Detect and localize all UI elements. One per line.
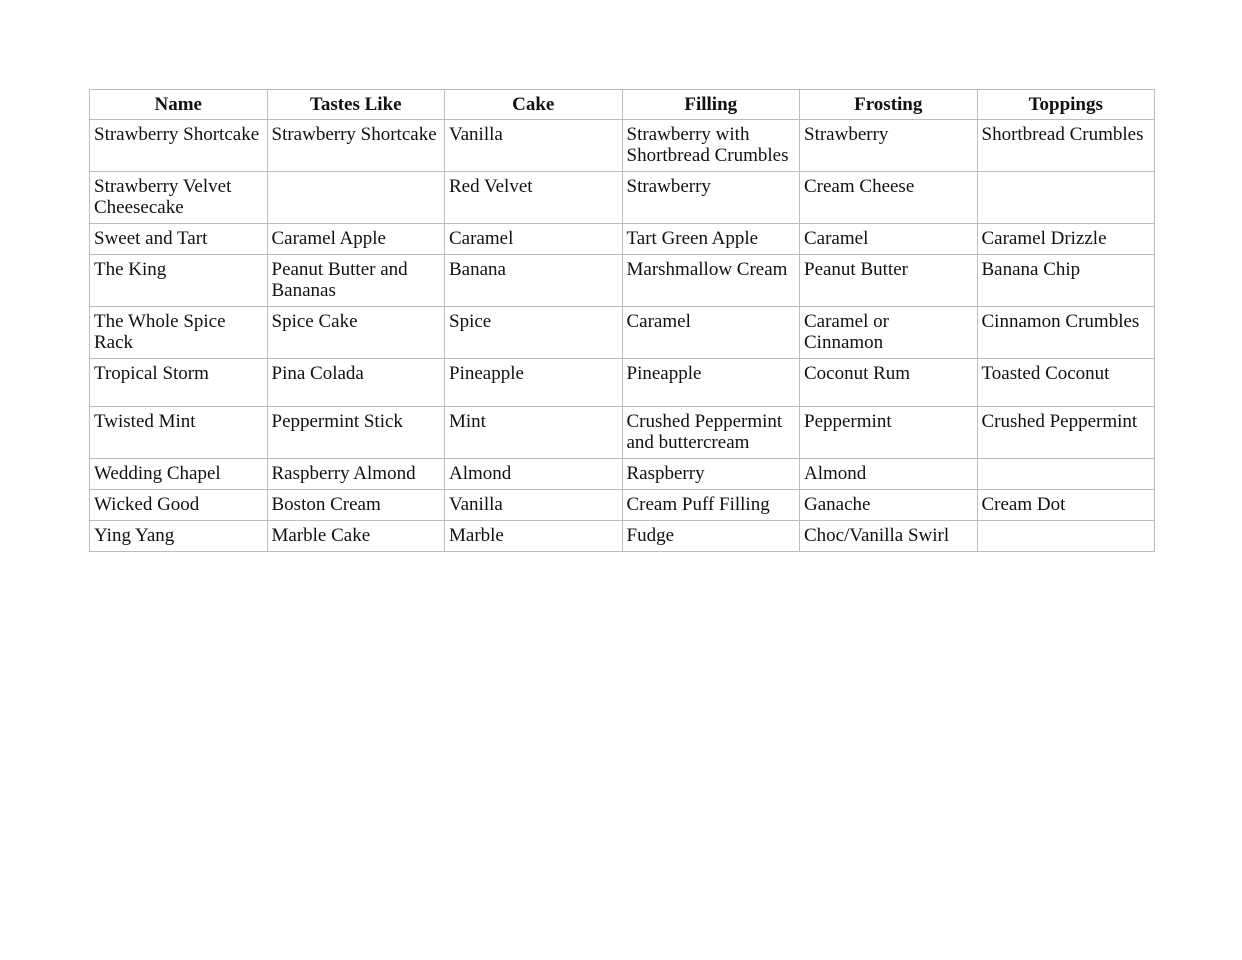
cupcake-flavor-table: [89, 89, 1155, 552]
table-row: [90, 521, 1155, 552]
cell-toppings: Crushed Peppermint: [977, 407, 1155, 459]
cell-filling: Raspberry: [622, 459, 800, 490]
cell-cake: Mint: [445, 407, 623, 459]
column-header-toppings: Toppings: [977, 90, 1155, 120]
cell-name: Strawberry Velvet Cheesecake: [90, 172, 268, 224]
table-body: [90, 120, 1155, 552]
cell-filling: Fudge: [622, 521, 800, 552]
cell-filling: Crushed Peppermint and buttercream: [622, 407, 800, 459]
cell-toppings: [977, 521, 1155, 552]
cell-frosting: Cream Cheese: [800, 172, 978, 224]
cell-filling: Cream Puff Filling: [622, 490, 800, 521]
table-row: [90, 490, 1155, 521]
cell-name: Wicked Good: [90, 490, 268, 521]
table-row: [90, 255, 1155, 307]
header-row: [90, 90, 1155, 120]
cell-name: Ying Yang: [90, 521, 268, 552]
cell-frosting: Almond: [800, 459, 978, 490]
cell-tastes-like: Caramel Apple: [267, 224, 445, 255]
table-row: [90, 172, 1155, 224]
cell-name: Tropical Storm: [90, 359, 268, 407]
cell-tastes-like: [267, 172, 445, 224]
cell-name: Sweet and Tart: [90, 224, 268, 255]
cell-name: Strawberry Shortcake: [90, 120, 268, 172]
cell-cake: Marble: [445, 521, 623, 552]
column-header-frosting: Frosting: [800, 90, 978, 120]
cell-cake: Vanilla: [445, 490, 623, 521]
cell-filling: Marshmallow Cream: [622, 255, 800, 307]
cell-toppings: [977, 172, 1155, 224]
table-row: [90, 459, 1155, 490]
cell-tastes-like: Marble Cake: [267, 521, 445, 552]
table-row: [90, 120, 1155, 172]
cell-frosting: Peppermint: [800, 407, 978, 459]
table-row: [90, 407, 1155, 459]
table-row: [90, 359, 1155, 407]
cell-toppings: Cream Dot: [977, 490, 1155, 521]
cell-tastes-like: Strawberry Shortcake: [267, 120, 445, 172]
cell-frosting: Caramel: [800, 224, 978, 255]
cell-tastes-like: Peppermint Stick: [267, 407, 445, 459]
cell-frosting: Strawberry: [800, 120, 978, 172]
cell-filling: Pineapple: [622, 359, 800, 407]
cell-filling: Strawberry: [622, 172, 800, 224]
cell-toppings: Shortbread Crumbles: [977, 120, 1155, 172]
cell-cake: Caramel: [445, 224, 623, 255]
cell-frosting: Peanut Butter: [800, 255, 978, 307]
cell-cake: Almond: [445, 459, 623, 490]
cell-name: Twisted Mint: [90, 407, 268, 459]
table-row: [90, 224, 1155, 255]
cell-frosting: Caramel or Cinnamon: [800, 307, 978, 359]
cell-cake: Vanilla: [445, 120, 623, 172]
cell-cake: Red Velvet: [445, 172, 623, 224]
column-header-filling: Filling: [622, 90, 800, 120]
cell-cake: Pineapple: [445, 359, 623, 407]
cell-frosting: Ganache: [800, 490, 978, 521]
cell-name: The King: [90, 255, 268, 307]
cell-filling: Strawberry with Shortbread Crumbles: [622, 120, 800, 172]
cell-filling: Tart Green Apple: [622, 224, 800, 255]
cell-cake: Spice: [445, 307, 623, 359]
cell-cake: Banana: [445, 255, 623, 307]
cell-tastes-like: Pina Colada: [267, 359, 445, 407]
cell-frosting: Coconut Rum: [800, 359, 978, 407]
cell-name: The Whole Spice Rack: [90, 307, 268, 359]
cell-toppings: Banana Chip: [977, 255, 1155, 307]
cell-tastes-like: Peanut Butter and Bananas: [267, 255, 445, 307]
cell-toppings: [977, 459, 1155, 490]
cell-toppings: Cinnamon Crumbles: [977, 307, 1155, 359]
table-row: [90, 307, 1155, 359]
cell-tastes-like: Boston Cream: [267, 490, 445, 521]
cell-name: Wedding Chapel: [90, 459, 268, 490]
cell-tastes-like: Spice Cake: [267, 307, 445, 359]
column-header-tastes-like: Tastes Like: [267, 90, 445, 120]
cell-frosting: Choc/Vanilla Swirl: [800, 521, 978, 552]
cell-filling: Caramel: [622, 307, 800, 359]
cell-tastes-like: Raspberry Almond: [267, 459, 445, 490]
cell-toppings: Toasted Coconut: [977, 359, 1155, 407]
column-header-name: Name: [90, 90, 268, 120]
cell-toppings: Caramel Drizzle: [977, 224, 1155, 255]
table-header: [90, 90, 1155, 120]
column-header-cake: Cake: [445, 90, 623, 120]
